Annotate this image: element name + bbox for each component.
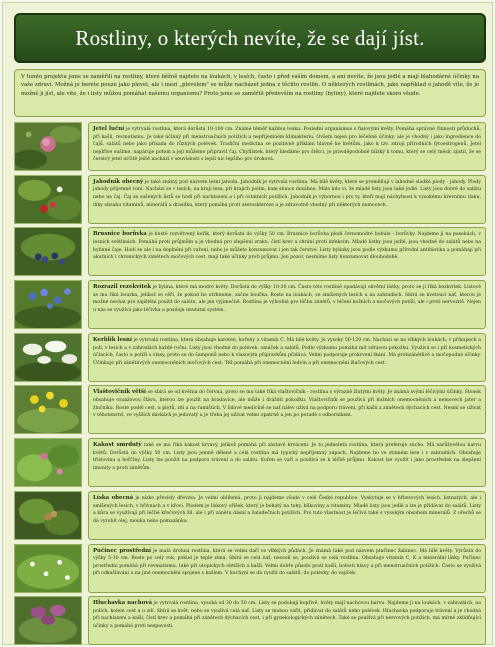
- plant-text: také se mu říká kakost krvavý, jelikož pomáhá při zástavě krvácení. Je to jednoletá rostlina, která preferuje sucho. Má narůžovělou barvu květů. Dorůstá do výšky 50 cm. Listy jsou jemně dělené a celá rostlina má typický nepříjemný zápach. Najdeme ho ve stinném lese i v zahradách. Obsahuje tříslovinu a hořčiny. Listy lze použít na podporu trávení a do salátu. Kořen se vaří a používá se k léčbě průjmu. Kakost lze využít i jako prostředek na zlepšení imunity a proti zánětům.: [93, 443, 481, 471]
- plant-text: je bylina, které má modré květy. Dorůstá do výšky 10-30 cm. Často této rostlině opadávají okvětní lístky, proto se jí říká bezkvítek. Listově se mu říká bourka, jelikož se věří, že pokud ho utrhneme, začne bouřka. Roste na loukách, ve smíšených lesích a na zahradách. Sbírá se kvetoucí nať, kterou je možné nechat pro zajištění použít do salátu, ale jen výjimečně. Rostlina je výhodná pro léčbu zánětů, v léčení kožních a močových potíží, ale i proti nervozitě. Nejen u nás se využívá jako léčivka a posiluje imunitní systém.: [93, 285, 482, 313]
- plant-description: [88, 227, 486, 276]
- plant-row-kerblik: [14, 332, 486, 384]
- plant-row-hluchavka: [14, 595, 486, 647]
- plant-name: Rozrazil rezekvítek: [93, 284, 151, 291]
- plant-description: [88, 385, 486, 434]
- plant-description: [88, 491, 486, 540]
- plant-text: je vytrvalá rostlina, která obsahuje karoten, kořeny a vitamín C. Má bílé květy. Je vysoký 50-120 cm. Nachází se na vlhkých loukách, v příkopech a polí, v lesích a v zahradách každé roční. Listy jsou vhodné do polévek, omáček a salátů. Podle výzkumu pomáhá mít zdravou pokožku. Využívá se i při kosmetických účincích, často u potíží s vlasy, proto se do šamponů nebo k vlasovým přípravkům přidává. Velmi podporuje prokrvení tkání. Má protizánětlivé a močopudné účinky. Účinkuje při zánětlivých onemocněních močových cest. Též pomáhá při onemocnění ledvin a při onemocnění žlučových cest.: [93, 337, 481, 366]
- plant-photo-pucinec: [14, 544, 82, 593]
- plant-list: [14, 121, 486, 647]
- plant-photo-jetel: [14, 122, 82, 171]
- plant-description: [88, 122, 486, 171]
- plant-name: Vlaštovičník větší: [93, 389, 147, 396]
- plant-row-jahodnik: [14, 174, 486, 226]
- plant-photo-kerblik: [14, 333, 82, 382]
- page-title: Rostliny, o kterých nevíte, že se dají jíst.: [75, 25, 425, 50]
- plant-name: Kerblík lesní: [93, 336, 132, 343]
- plant-text: je malá drobná rostlina, která se velmi daří ve vlhkých půdách. Je známá také pod názvem ptačinec žabinec. Má bílé květy. Vyrůstá do výšky 5-30 cm. Roste po celý rok, pokud je teplé zima. Sbírá se celá nať, neosolí se, používá se celá rostlina. Obsahuje vitamín C, K a minerální látky. Pučinec prostřední pomáhá při revmatismu, také při utopických obtížích a kašli. Velmi dobře působí proti kašli, bolesti hlavy a při menstruačních potížích. Často se využívá při odkašlávání a na jiné onemocnění spojené s kašlem. V kuchyni se dá využít do salátů, do polévky, do vajíček.: [93, 548, 482, 577]
- plant-description: [88, 280, 486, 329]
- plant-photo-vlastovicnik: [14, 385, 82, 434]
- plant-row-kakost: [14, 437, 486, 489]
- plant-photo-rozrazil: [14, 280, 82, 329]
- plant-text: je vytrvalá rostlina, která dorůstá 10-100 cm. Známé téměř každou louku. Poslední organismus s fialovými květy. Pomáhá správné činnosti průduchů, při kašli, revmatismu. Je také účinný při menstruačních potížích a nepříjemném klimakteriu. Ovšem nejen pro léčebné účinky, ale je vhodný i jako ingredience do čajů, salátů nebo jako přísada do různých polévek. Tradiční medicína se pozitivně přiklání hlavně ke květům, jako k tzv. zdroji přírodních fytoestrogenů. Jetel nejdříve sušíme, napáruje potom a její můžeme připravit čaj. Chyflístek, který hledáme pro štětci, je pravděpodobně blízký k tomu, který se celý měsíc zjistil, že se čerstvý jetel určitě ještě nachází v souvislosti s lepší nic lepšího pro úroková.: [93, 127, 482, 163]
- plant-photo-jahodnik: [14, 175, 82, 224]
- title-banner: [14, 13, 486, 63]
- plant-description: [88, 544, 486, 593]
- plant-name: Jahodník obecný: [93, 178, 144, 185]
- intro-text: V tomto projektu jsme se zaměřili na rostliny, které běžně najdete na loukách, v lesích, často i před vaším domem, a ani nevíte, že jsou jedlé a mají blahodárné účinky na vaše zdraví. Možná je berete pouze jako plevel, ale i mezi „plevelem" se může nacházet jedna z těchto rostlin. O některých rostlinách, jako například o jahodě víte, že je možné ji jíst, ale víte, že i listy můžou pomáhat našemu organismu? Proto jsme se zaměřili především na rostliny (byliny), které najdete skoro všude.: [14, 69, 486, 117]
- plant-name: Líska obecná: [93, 494, 134, 501]
- plant-text: se sbírá se od května do června, proto se mu také říká vlaštovičník - rostlina s výrazně žlutými květy. Je známá svými léčivými účinky. Stonek obsahuje oranžovou šťávu, kterou lze použít na bradavice, ale může i dráždit pokožku. Vlaštovičník se používá při kožních onemocněních a nemocech jater a žlučníku. Roste podél cest, u plotů, zdí a na rumištích. V lidové medicíně se nať nálev užívá na podporu trávení, při kašli a zánětech dýchacích cest. Nesmí se užívat v těhotenství, ve vyšších dávkách je jedovatý a je třeba jej užívat velmi opatrně a jen po poradě s odborníkem.: [93, 390, 481, 419]
- plant-name: Jetel luční: [93, 126, 125, 132]
- plant-row-liska: [14, 490, 486, 542]
- plant-row-boruvka: [14, 226, 486, 278]
- plant-name: Pučinec prostřední: [93, 547, 152, 554]
- plant-description: [88, 175, 486, 224]
- plant-photo-liska: [14, 491, 82, 540]
- plant-row-jetel: [14, 121, 486, 173]
- plant-photo-kakost: [14, 438, 82, 487]
- plant-description: [88, 596, 486, 645]
- plant-row-pucinec: [14, 543, 486, 595]
- plant-row-vlastovicnik: [14, 384, 486, 436]
- plant-description: [88, 438, 486, 487]
- plant-name: Brusnice borůvka: [93, 231, 147, 238]
- plant-text: je nízko převisly dřevina. Je velmi oblíbená, proto ji najdeme všude v celé České republice. Vyskytuje se v hřbetových lesích, listnatých, ale i smíšených lesích, v hřivnách a v křoví. Plodem je lískový oříšek, který je bohatý na tuky, bílkoviny a vitamíny. Mladé listy jsou jedlé a lze je přidávat do salátů. Listy a kůra se využívají při léčbě křečových žil, ale i při zánětu dásní a žaludečních potížích. Pro tuto vlastnost je léčivá také s vysokým obsahem minerálů. Z ořechů se dá vyrobit olej, mouka nebo pomazánka.: [93, 495, 482, 524]
- plant-row-rozrazil: [14, 279, 486, 331]
- plant-text: je hustě rozvětvený keřík, který dorůstá do výšky 50 cm. Brusnice borůvka plodí černomodré bobule - borůvky. Najdeme ji na pasekách, v lesních světlinách. Pomáhá proti průjmům a je vhodná pro zlepšení zraku, čistí krev a chrání proti infekcím. Mladé lístky jsou jedlé, jsou vhodné do salátů nebo na bylinné čaje. Hodí se ale i na doplnění při vaření, nebo je můžete konzumovat i jen tak čerstvé. Listy bylinky jsou podle výzkumu přírodní antibiotika a pomáhají při akutních i chronických zánětech močových cest, mají také účinky proti průjmu. Jen pozor, nesmíme listy konzumovat dlouhodobě.: [93, 232, 481, 261]
- plant-photo-boruvka: [14, 227, 82, 276]
- plant-text: je vytrvalá rostlina, vysoká od 30 do 50 cm. Listy se podobají kopřivě, květy mají nachovou barvu. Najdeme ji na loukách, v zahradách, na polích, kolem cest a u zdí. Sbírá se květ, nebo se využívá celá nať. Listy se mohou vařit, přidávat do salátů nebo polévek. Hluchavka podporuje trávení a je vhodná při nachlazení a kašli, čistí krev a pomáhá při zánětech dýchacích cest, i při gynekologických zánětech. Také se používá při nervových potížích, má mírné zklidňující účinky a pomáhá proti nespavosti.: [93, 601, 481, 629]
- poster: [2, 2, 493, 645]
- plant-name: Hluchavka nachová: [93, 600, 152, 607]
- plant-description: [88, 333, 486, 382]
- plant-text: je také známý pod názvem lesní jahoda. Jahodník je vytrvalá rostlina. Má bílé květy, které se proměňují v lahodné sladké plody - jahody. Plody jahody příjemně voní. Nachází se v lesích, na kraji lesa, při krajích polím, kam slunce dosáhne. Málo kdo ví, že mladé listy jsou také jedlé. Listy jsou dobré do salátu nebo na čaj. Čaj ze sušených listů se hodí při nachlazení a i při ostatních potížích. Jahodník je výbornou i pro ty, kteří mají náchylnost k vysokému krevnímu tlaku, díky obsahu vitamínů, minerálů a draslíku, který pomáhá proti ateroskleróze a je zdravotně vhodný při některých nemocech.: [93, 179, 481, 208]
- plant-photo-hluchavka: [14, 596, 82, 645]
- plant-name: Kakost smrdutý: [93, 442, 142, 449]
